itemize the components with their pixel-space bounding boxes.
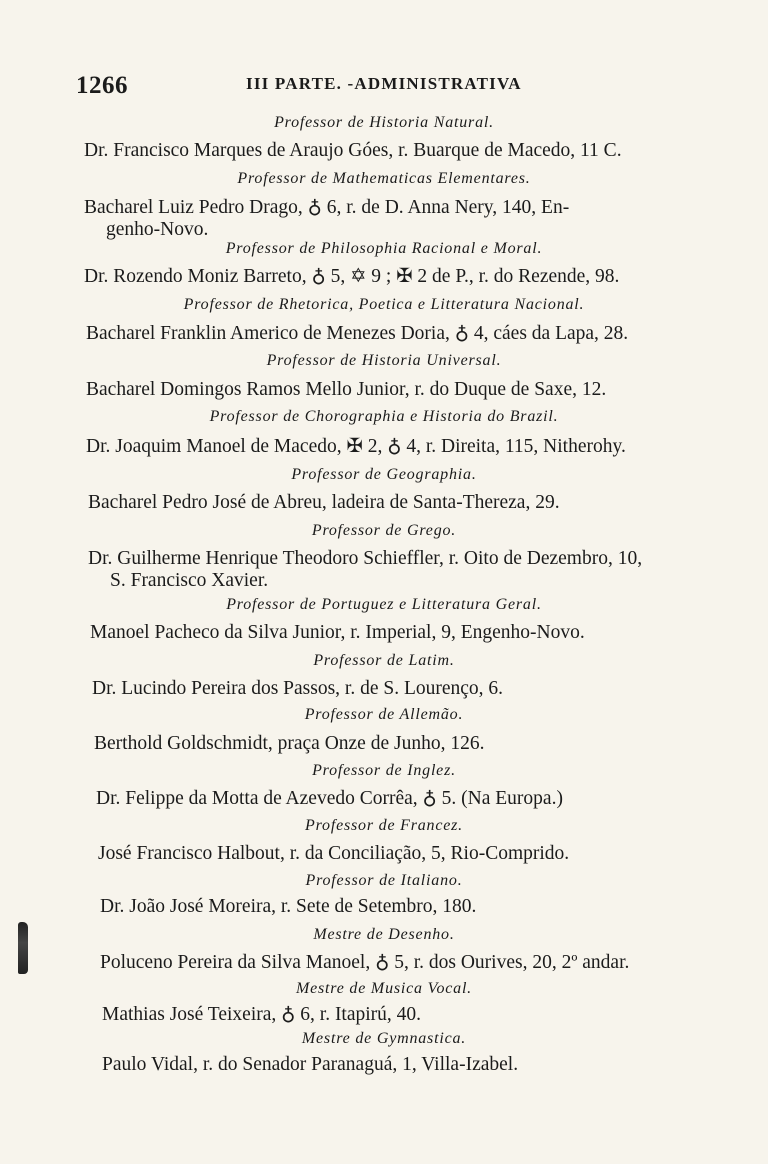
section-title: Professor de Grego. xyxy=(311,522,457,539)
entry-line: Dr. Francisco Marques de Araujo Góes, r. Buarque de Macedo, 11 C. xyxy=(84,140,622,161)
section-title: Professor de Mathematicas Elementares. xyxy=(237,170,531,187)
entry-line: Bacharel Luiz Pedro Drago, ♁ 6, r. de D. Anna Nery, 140, En- xyxy=(84,197,570,218)
section-title: Professor de Historia Natural. xyxy=(274,114,494,131)
page-header xyxy=(76,72,716,102)
section-title: Professor de Rhetorica, Poetica e Litteratura Nacional. xyxy=(183,296,585,313)
entry-line: Dr. Felippe da Motta de Azevedo Corrêa, ♁ 5. (Na Europa.) xyxy=(96,788,563,809)
entry-text xyxy=(88,548,642,592)
entry-line: Dr. Rozendo Moniz Barreto, ♁ 5, ✡ 9 ; ✠ 2 de P., r. do Rezende, 98. xyxy=(84,266,620,287)
entry-text xyxy=(96,788,563,810)
entry-continuation: S. Francisco Xavier. xyxy=(110,570,269,591)
entry-text xyxy=(86,323,628,345)
section-title: Professor de Chorographia e Historia do Brazil. xyxy=(209,408,559,425)
entry-line: Dr. Joaquim Manoel de Macedo, ✠ 2, ♁ 4, r. Direita, 115, Nitherohy. xyxy=(86,436,626,457)
section-title: Professor de Inglez. xyxy=(312,762,456,779)
section-title: Professor de Portuguez e Litteratura Geral. xyxy=(226,596,542,613)
entry-text xyxy=(84,197,569,241)
entry-line: Manoel Pacheco da Silva Junior, r. Imperial, 9, Engenho-Novo. xyxy=(90,622,585,643)
entry-line: Poluceno Pereira da Silva Manoel, ♁ 5, r. dos Ourives, 20, 2º andar. xyxy=(100,952,630,973)
entry-text xyxy=(86,436,626,458)
entry-text xyxy=(98,843,569,865)
section-title: Professor de Historia Universal. xyxy=(266,352,502,369)
entry-line: Dr. Lucindo Pereira dos Passos, r. de S. Lourenço, 6. xyxy=(92,678,504,699)
section-title: Professor de Allemão. xyxy=(304,706,464,723)
entry-line: Paulo Vidal, r. do Senador Paranaguá, 1, Villa-Izabel. xyxy=(102,1054,519,1075)
section-title: Professor de Francez. xyxy=(305,817,463,834)
entry-text xyxy=(102,1054,518,1076)
section-title: Professor de Philosophia Racional e Moral. xyxy=(225,240,543,257)
entry-text xyxy=(92,678,503,700)
entry-text xyxy=(100,896,476,918)
page-number: 1266 xyxy=(76,72,128,99)
entry-text xyxy=(102,1004,421,1026)
entry-text xyxy=(90,622,585,644)
entry-text xyxy=(86,379,606,401)
section-title: Professor de Italiano. xyxy=(305,872,463,889)
entry-line: Dr. Guilherme Henrique Theodoro Schieffler, r. Oito de Dezembro, 10, xyxy=(88,548,643,569)
section-title: Professor de Latim. xyxy=(313,652,455,669)
entry-line: Mathias José Teixeira, ♁ 6, r. Itapirú, 40. xyxy=(102,1004,422,1025)
entry-line: Dr. João José Moreira, r. Sete de Setembro, 180. xyxy=(100,896,477,917)
entry-text xyxy=(84,266,619,288)
entry-line: Bacharel Pedro José de Abreu, ladeira de Santa-Thereza, 29. xyxy=(88,492,560,513)
entry-text xyxy=(100,952,629,974)
entry-text xyxy=(94,733,484,755)
section-title: Mestre de Gymnastica. xyxy=(301,1030,467,1047)
entry-line: Berthold Goldschmidt, praça Onze de Junho, 126. xyxy=(94,733,485,754)
entry-line: José Francisco Halbout, r. da Conciliação, 5, Rio-Comprido. xyxy=(98,843,570,864)
entry-line: Bacharel Franklin Americo de Menezes Doria, ♁ 4, cáes da Lapa, 28. xyxy=(86,323,629,344)
entry-text xyxy=(84,140,622,162)
running-head: III PARTE. -ADMINISTRATIVA xyxy=(246,74,522,93)
entry-text xyxy=(88,492,560,514)
section-title: Professor de Geographia. xyxy=(291,466,477,483)
section-title: Mestre de Musica Vocal. xyxy=(296,980,472,997)
entry-line: Bacharel Domingos Ramos Mello Junior, r. do Duque de Saxe, 12. xyxy=(86,379,607,400)
section-title: Mestre de Desenho. xyxy=(313,926,455,943)
entry-continuation: genho-Novo. xyxy=(106,219,209,240)
